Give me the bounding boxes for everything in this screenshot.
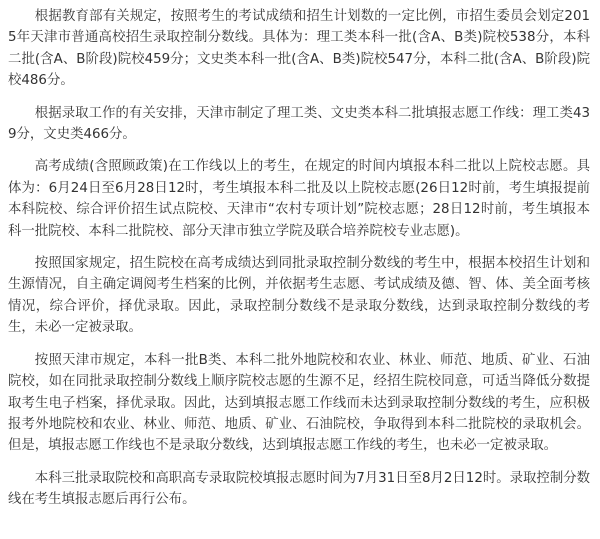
- paragraph-national-rules: 按照国家规定，招生院校在高考成绩达到同批录取控制分数线的考生中，根据本校招生计划和生源情况，自主确定调阅考生档案的比例，并依据考生志愿、考试成绩及德、智、体、美全面考核情况，综合评价，择优录取。因此，录取控制分数线不是录取分数线，达到录取控制分数线的考生，未必一定被录取。: [8, 256, 590, 336]
- paragraph-application-schedule: 高考成绩(含照顾政策)在工作线以上的考生，在规定的时间内填报本科二批以上院校志愿。具体为：6月24日至6月28日12时，考生填报本科二批及以上院校志愿(26日12时前，考生填报提前本科院校、综合评价招生试点院校、天津市“农村专项计划”院校志愿；28日12时前，考生填报本科一批院校、本科二批院校、部分天津市独立学院及联合培养院校专业志愿)。: [8, 159, 590, 239]
- paragraph-work-line: 根据录取工作的有关安排，天津市制定了理工类、文史类本科二批填报志愿工作线：理工类439分，文史类466分。: [8, 105, 590, 143]
- paragraph-control-scores: 根据教育部有关规定，按照考生的考试成绩和招生计划数的一定比例，市招生委员会划定2015年天津市普通高校招生录取控制分数线。具体为：理工类本科一批(含A、B类)院校538分，本科二批(含A、B阶段)院校459分；文史类本科一批(含A、B类)院校547分，本科二批(含A、B阶段)院校486分。: [8, 9, 590, 89]
- paragraph-tianjin-rules: 按照天津市规定，本科一批B类、本科二批外地院校和农业、林业、师范、地质、矿业、石油院校，如在同批录取控制分数线上顺序院校志愿的生源不足，经招生院校同意，可适当降低分数提取考生电子档案，择优录取。因此，达到填报志愿工作线而未达到录取控制分数线的考生，应积极报考外地院校和农业、林业、师范、地质、矿业、石油院校，争取得到本科二批院校的录取机会。但是，填报志愿工作线也不是录取分数线，达到填报志愿工作线的考生，也未必一定被录取。: [8, 352, 590, 454]
- paragraph-third-batch: 本科三批录取院校和高职高专录取院校填报志愿时间为7月31日至8月2日12时。录取控制分数线在考生填报志愿后再行公布。: [8, 470, 590, 508]
